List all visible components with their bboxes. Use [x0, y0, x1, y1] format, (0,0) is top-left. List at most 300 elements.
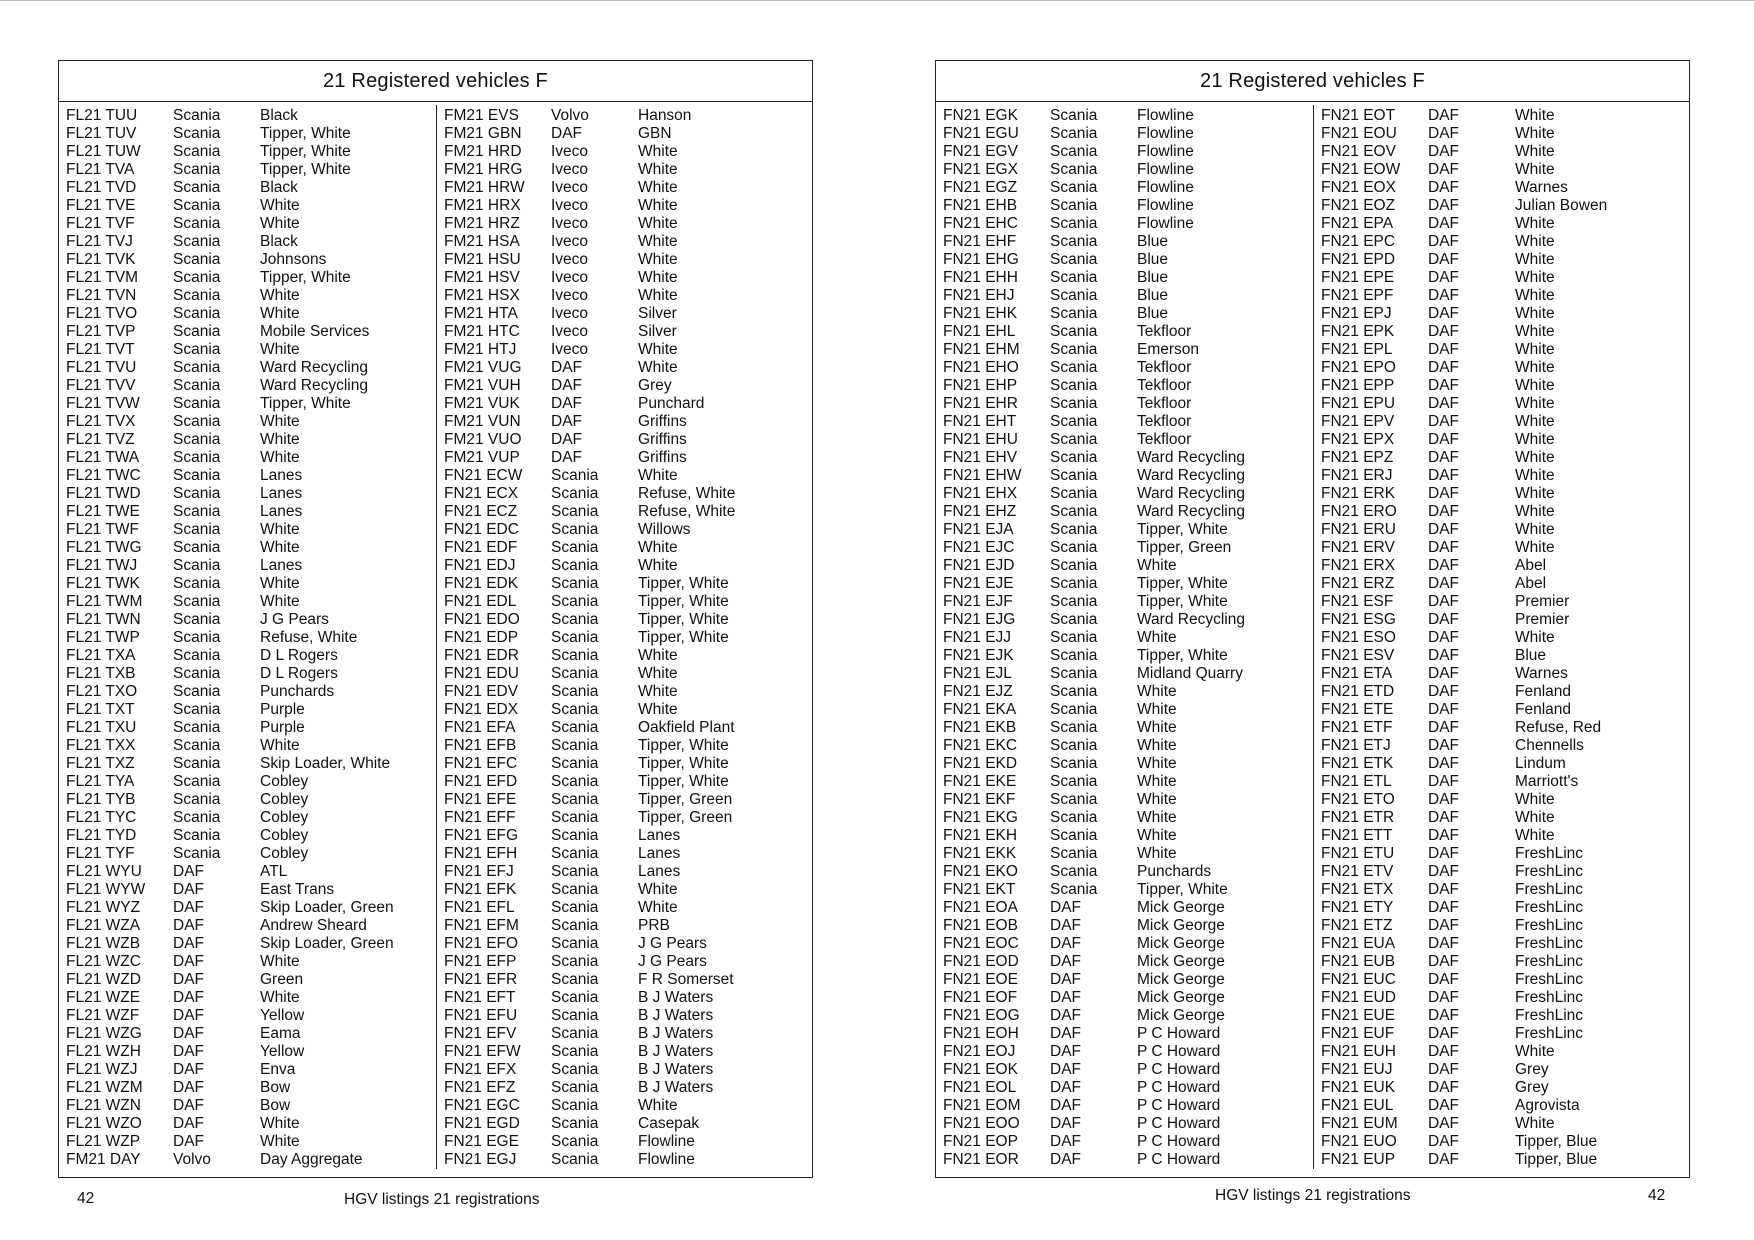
description-cell: White — [260, 287, 300, 304]
registration-cell: FN21 ETZ — [1321, 917, 1393, 934]
description-cell: Mick George — [1137, 917, 1225, 934]
make-cell: DAF — [551, 395, 582, 412]
registration-cell: FN21 EUL — [1321, 1097, 1394, 1114]
registration-cell: FN21 EPZ — [1321, 449, 1394, 466]
description-cell: Green — [260, 971, 304, 988]
registration-cell: FL21 TWD — [66, 485, 141, 502]
registration-cell: FL21 WYU — [66, 863, 142, 880]
registration-cell: FL21 WZD — [66, 971, 141, 988]
registration-cell: FN21 EUO — [1321, 1133, 1397, 1150]
table-row — [943, 539, 1308, 557]
description-cell: Black — [260, 179, 298, 196]
description-cell: White — [260, 449, 300, 466]
registration-cell: FM21 HSA — [444, 233, 520, 250]
table-row — [66, 305, 431, 323]
registration-cell: FN21 EDP — [444, 629, 519, 646]
registration-cell: FL21 TVW — [66, 395, 140, 412]
table-row — [1321, 773, 1686, 791]
make-cell: Scania — [173, 557, 221, 574]
make-cell: Scania — [173, 611, 221, 628]
make-cell: Scania — [551, 575, 599, 592]
table-row — [943, 287, 1308, 305]
registration-cell: FM21 VUN — [444, 413, 521, 430]
table-row — [444, 593, 809, 611]
description-cell: Skip Loader, White — [260, 755, 391, 772]
description-cell: White — [638, 1097, 678, 1114]
make-cell: Scania — [173, 305, 221, 322]
description-cell: FreshLinc — [1515, 917, 1584, 934]
registration-cell: FN21 EGX — [943, 161, 1018, 178]
table-row — [943, 161, 1308, 179]
description-cell: P C Howard — [1137, 1097, 1221, 1114]
description-cell: Tipper, White — [638, 575, 729, 592]
registration-cell: FN21 EFJ — [444, 863, 514, 880]
table-row — [444, 917, 809, 935]
make-cell: Scania — [173, 827, 221, 844]
make-cell: Scania — [173, 773, 221, 790]
make-cell: Scania — [1050, 431, 1098, 448]
table-row — [943, 791, 1308, 809]
table-row — [66, 629, 431, 647]
registration-cell: FN21 ERK — [1321, 485, 1396, 502]
description-cell: Tekfloor — [1137, 323, 1192, 340]
description-cell: White — [1515, 467, 1555, 484]
registration-cell: FN21 ETK — [1321, 755, 1394, 772]
make-cell: DAF — [1428, 161, 1459, 178]
table-row — [66, 251, 431, 269]
description-cell: Lanes — [638, 863, 681, 880]
table-row — [943, 989, 1308, 1007]
table-row — [444, 1115, 809, 1133]
registration-cell: FL21 TXZ — [66, 755, 135, 772]
table-row — [943, 1133, 1308, 1151]
make-cell: DAF — [173, 1115, 204, 1132]
make-cell: Iveco — [551, 161, 589, 178]
make-cell: Scania — [1050, 881, 1098, 898]
registration-cell: FN21 EDU — [444, 665, 519, 682]
table-row — [66, 539, 431, 557]
description-cell: Ward Recycling — [1137, 503, 1245, 520]
registration-cell: FM21 HRZ — [444, 215, 520, 232]
make-cell: DAF — [1428, 971, 1459, 988]
table-row — [1321, 557, 1686, 575]
make-cell: Scania — [173, 233, 221, 250]
table-row — [1321, 1061, 1686, 1079]
description-cell: Tipper, White — [260, 161, 351, 178]
page-number: 42 — [77, 1190, 95, 1207]
registration-cell: FN21 EFO — [444, 935, 519, 952]
registration-cell: FN21 EOC — [943, 935, 1019, 952]
make-cell: DAF — [1428, 899, 1459, 916]
registration-cell: FN21 EHR — [943, 395, 1018, 412]
registration-cell: FN21 EPP — [1321, 377, 1395, 394]
description-cell: Ward Recycling — [1137, 611, 1245, 628]
make-cell: Scania — [551, 629, 599, 646]
table-row — [444, 377, 809, 395]
make-cell: DAF — [1050, 1151, 1081, 1168]
description-cell: Johnsons — [260, 251, 327, 268]
registration-cell: FN21 ETV — [1321, 863, 1394, 880]
table-row — [943, 863, 1308, 881]
description-cell: FreshLinc — [1515, 935, 1584, 952]
table-row — [444, 359, 809, 377]
table-row — [66, 485, 431, 503]
registration-cell: FN21 ETO — [1321, 791, 1395, 808]
description-cell: White — [638, 359, 678, 376]
description-cell: White — [260, 305, 300, 322]
make-cell: DAF — [1428, 827, 1459, 844]
table-row — [943, 1007, 1308, 1025]
make-cell: DAF — [1428, 377, 1459, 394]
make-cell: Scania — [1050, 233, 1098, 250]
make-cell: Scania — [173, 143, 221, 160]
make-cell: Iveco — [551, 305, 589, 322]
table-row — [1321, 449, 1686, 467]
description-cell: Flowline — [1137, 125, 1194, 142]
registration-cell: FN21 EFH — [444, 845, 518, 862]
description-cell: White — [1515, 1115, 1555, 1132]
table-row — [444, 341, 809, 359]
registration-cell: FL21 WZO — [66, 1115, 142, 1132]
table-row — [1321, 323, 1686, 341]
table-row — [444, 161, 809, 179]
make-cell: Scania — [1050, 485, 1098, 502]
table-row — [1321, 215, 1686, 233]
description-cell: Flowline — [1137, 161, 1194, 178]
make-cell: Scania — [1050, 143, 1098, 160]
registration-cell: FN21 ETE — [1321, 701, 1394, 718]
make-cell: Scania — [1050, 647, 1098, 664]
registration-cell: FN21 EDL — [444, 593, 517, 610]
registration-cell: FL21 WZC — [66, 953, 141, 970]
make-cell: DAF — [1050, 1007, 1081, 1024]
description-cell: Willows — [638, 521, 691, 538]
registration-cell: FM21 HRW — [444, 179, 525, 196]
description-cell: Lanes — [638, 845, 681, 862]
table-row — [66, 593, 431, 611]
make-cell: DAF — [1050, 989, 1081, 1006]
make-cell: DAF — [1050, 1097, 1081, 1114]
table-row — [943, 881, 1308, 899]
table-row — [66, 1133, 431, 1151]
description-cell: Warnes — [1515, 179, 1568, 196]
table-row — [943, 179, 1308, 197]
make-cell: Scania — [173, 341, 221, 358]
table-row — [943, 899, 1308, 917]
table-row — [444, 575, 809, 593]
description-cell: Cobley — [260, 773, 309, 790]
make-cell: Scania — [173, 215, 221, 232]
table-row — [444, 899, 809, 917]
table-row — [943, 701, 1308, 719]
description-cell: White — [638, 269, 678, 286]
table-row — [66, 467, 431, 485]
registration-cell: FN21 EKO — [943, 863, 1018, 880]
registration-cell: FN21 EPU — [1321, 395, 1396, 412]
table-row — [943, 1115, 1308, 1133]
table-row — [66, 395, 431, 413]
table-row — [66, 143, 431, 161]
table-row — [1321, 143, 1686, 161]
table-row — [444, 1043, 809, 1061]
registration-cell: FN21 EHX — [943, 485, 1018, 502]
description-cell: Tipper, Green — [1137, 539, 1232, 556]
make-cell: Iveco — [551, 269, 589, 286]
registration-cell: FN21 ETA — [1321, 665, 1393, 682]
registration-cell: FL21 TVE — [66, 197, 136, 214]
registration-cell: FN21 ESO — [1321, 629, 1396, 646]
table-row — [66, 341, 431, 359]
table-row — [66, 377, 431, 395]
registration-cell: FN21 ECZ — [444, 503, 518, 520]
description-cell: Yellow — [260, 1007, 305, 1024]
make-cell: DAF — [1428, 1079, 1459, 1096]
registration-cell: FL21 TWM — [66, 593, 143, 610]
registration-cell: FL21 TYC — [66, 809, 137, 826]
make-cell: Scania — [1050, 863, 1098, 880]
table-row — [66, 719, 431, 737]
description-cell: Tekfloor — [1137, 359, 1192, 376]
table-row — [444, 1151, 809, 1169]
description-cell: Ward Recycling — [1137, 467, 1245, 484]
make-cell: DAF — [551, 449, 582, 466]
table-row — [444, 791, 809, 809]
description-cell: Cobley — [260, 845, 309, 862]
description-cell: Lanes — [260, 467, 303, 484]
table-row — [1321, 395, 1686, 413]
table-row — [66, 323, 431, 341]
make-cell: DAF — [1428, 305, 1459, 322]
make-cell: Scania — [1050, 629, 1098, 646]
registration-cell: FN21 EHB — [943, 197, 1018, 214]
description-cell: Tipper, White — [638, 629, 729, 646]
table-row — [66, 989, 431, 1007]
registration-cell: FN21 EHV — [943, 449, 1018, 466]
table-row — [444, 467, 809, 485]
registration-cell: FN21 EUJ — [1321, 1061, 1393, 1078]
registration-cell: FN21 EKA — [943, 701, 1017, 718]
description-cell: White — [1137, 557, 1177, 574]
table-row — [943, 431, 1308, 449]
table-row — [1321, 431, 1686, 449]
description-cell: Skip Loader, Green — [260, 899, 394, 916]
description-cell: Ward Recycling — [1137, 449, 1245, 466]
table-row — [1321, 665, 1686, 683]
description-cell: Ward Recycling — [1137, 485, 1245, 502]
description-cell: Flowline — [638, 1133, 695, 1150]
table-row — [444, 197, 809, 215]
registration-cell: FN21 EHL — [943, 323, 1016, 340]
table-row — [444, 737, 809, 755]
description-cell: Tipper, White — [1137, 881, 1228, 898]
listing-column-right — [1321, 107, 1686, 1169]
description-cell: FreshLinc — [1515, 899, 1584, 916]
make-cell: Scania — [173, 719, 221, 736]
description-cell: White — [1515, 539, 1555, 556]
description-cell: White — [638, 557, 678, 574]
table-row — [444, 1133, 809, 1151]
table-row — [66, 1079, 431, 1097]
description-cell: Tipper, White — [638, 611, 729, 628]
description-cell: Fenland — [1515, 701, 1572, 718]
make-cell: DAF — [1428, 701, 1459, 718]
table-row — [66, 575, 431, 593]
make-cell: DAF — [1428, 215, 1459, 232]
table-row — [66, 683, 431, 701]
description-cell: Black — [260, 107, 298, 124]
make-cell: Scania — [173, 251, 221, 268]
table-row — [1321, 863, 1686, 881]
table-row — [943, 629, 1308, 647]
table-row — [66, 1151, 431, 1169]
description-cell: Grey — [1515, 1061, 1549, 1078]
description-cell: Refuse, White — [260, 629, 358, 646]
registration-cell: FN21 EFX — [444, 1061, 517, 1078]
make-cell: Scania — [551, 881, 599, 898]
table-row — [943, 971, 1308, 989]
table-row — [1321, 719, 1686, 737]
make-cell: Scania — [1050, 539, 1098, 556]
registration-cell: FN21 EKE — [943, 773, 1017, 790]
description-cell: Flowline — [1137, 215, 1194, 232]
description-cell: B J Waters — [638, 1043, 714, 1060]
description-cell: East Trans — [260, 881, 335, 898]
table-row — [444, 503, 809, 521]
table-row — [66, 107, 431, 125]
table-row — [1321, 935, 1686, 953]
registration-cell: FN21 EOF — [943, 989, 1018, 1006]
description-cell: Flowline — [1137, 197, 1194, 214]
make-cell: Scania — [1050, 593, 1098, 610]
description-cell: Tekfloor — [1137, 395, 1192, 412]
registration-cell: FN21 EUM — [1321, 1115, 1398, 1132]
registration-cell: FN21 EDC — [444, 521, 519, 538]
description-cell: Refuse, Red — [1515, 719, 1602, 736]
table-row — [444, 1079, 809, 1097]
make-cell: Scania — [551, 1043, 599, 1060]
description-cell: White — [1515, 377, 1555, 394]
registration-cell: FL21 WZM — [66, 1079, 143, 1096]
make-cell: Scania — [1050, 197, 1098, 214]
make-cell: Scania — [551, 953, 599, 970]
table-row — [66, 899, 431, 917]
description-cell: Premier — [1515, 611, 1570, 628]
make-cell: Scania — [173, 449, 221, 466]
registration-cell: FN21 EPJ — [1321, 305, 1392, 322]
table-row — [1321, 179, 1686, 197]
description-cell: Flowline — [638, 1151, 695, 1168]
description-cell: White — [260, 593, 300, 610]
description-cell: ATL — [260, 863, 288, 880]
table-row — [943, 323, 1308, 341]
table-row — [1321, 251, 1686, 269]
make-cell: Iveco — [551, 287, 589, 304]
registration-cell: FN21 ERU — [1321, 521, 1396, 538]
make-cell: DAF — [1428, 665, 1459, 682]
description-cell: White — [638, 701, 678, 718]
make-cell: Scania — [551, 827, 599, 844]
table-row — [1321, 287, 1686, 305]
description-cell: Purple — [260, 701, 305, 718]
registration-cell: FM21 HRX — [444, 197, 521, 214]
registration-cell: FN21 EPV — [1321, 413, 1395, 430]
table-row — [1321, 791, 1686, 809]
registration-cell: FL21 TVJ — [66, 233, 133, 250]
table-row — [444, 287, 809, 305]
right-page — [877, 0, 1754, 1240]
make-cell: Scania — [551, 647, 599, 664]
description-cell: Mobile Services — [260, 323, 370, 340]
make-cell: DAF — [1050, 935, 1081, 952]
make-cell: Scania — [173, 539, 221, 556]
description-cell: Punchards — [260, 683, 335, 700]
description-cell: F R Somerset — [638, 971, 734, 988]
description-cell: FreshLinc — [1515, 881, 1584, 898]
make-cell: Scania — [173, 845, 221, 862]
registration-cell: FN21 EDF — [444, 539, 518, 556]
description-cell: White — [1515, 269, 1555, 286]
registration-cell: FN21 EHC — [943, 215, 1018, 232]
table-row — [1321, 539, 1686, 557]
registration-cell: FL21 TWN — [66, 611, 141, 628]
description-cell: White — [1137, 809, 1177, 826]
description-cell: Black — [260, 233, 298, 250]
registration-cell: FN21 EKH — [943, 827, 1018, 844]
listing-column-left — [66, 107, 431, 1169]
registration-cell: FN21 EFA — [444, 719, 516, 736]
description-cell: White — [1137, 683, 1177, 700]
make-cell: DAF — [1050, 899, 1081, 916]
table-row — [444, 233, 809, 251]
description-cell: White — [1137, 827, 1177, 844]
table-row — [1321, 737, 1686, 755]
table-row — [1321, 377, 1686, 395]
registration-cell: FN21 EDJ — [444, 557, 516, 574]
make-cell: DAF — [1428, 809, 1459, 826]
make-cell: Scania — [1050, 845, 1098, 862]
registration-cell: FN21 EUA — [1321, 935, 1396, 952]
registration-cell: FM21 HTC — [444, 323, 520, 340]
registration-cell: FN21 EPC — [1321, 233, 1396, 250]
table-row — [66, 269, 431, 287]
make-cell: Iveco — [551, 215, 589, 232]
registration-cell: FL21 TYA — [66, 773, 135, 790]
registration-cell: FL21 TVA — [66, 161, 135, 178]
description-cell: Punchards — [1137, 863, 1212, 880]
table-row — [66, 449, 431, 467]
make-cell: DAF — [1050, 953, 1081, 970]
description-cell: Tipper, Blue — [1515, 1133, 1598, 1150]
description-cell: Bow — [260, 1079, 291, 1096]
description-cell: White — [260, 413, 300, 430]
registration-cell: FN21 EGD — [444, 1115, 520, 1132]
make-cell: DAF — [173, 989, 204, 1006]
description-cell: Julian Bowen — [1515, 197, 1608, 214]
registration-cell: FN21 EHT — [943, 413, 1017, 430]
table-row — [1321, 485, 1686, 503]
registration-cell: FL21 WYW — [66, 881, 146, 898]
table-row — [444, 539, 809, 557]
registration-cell: FM21 VUH — [444, 377, 521, 394]
registration-cell: FN21 ECX — [444, 485, 519, 502]
make-cell: DAF — [173, 1079, 204, 1096]
make-cell: DAF — [1428, 719, 1459, 736]
make-cell: Scania — [551, 503, 599, 520]
make-cell: DAF — [551, 359, 582, 376]
registration-cell: FN21 EKB — [943, 719, 1017, 736]
registration-cell: FL21 TVV — [66, 377, 136, 394]
description-cell: White — [260, 197, 300, 214]
